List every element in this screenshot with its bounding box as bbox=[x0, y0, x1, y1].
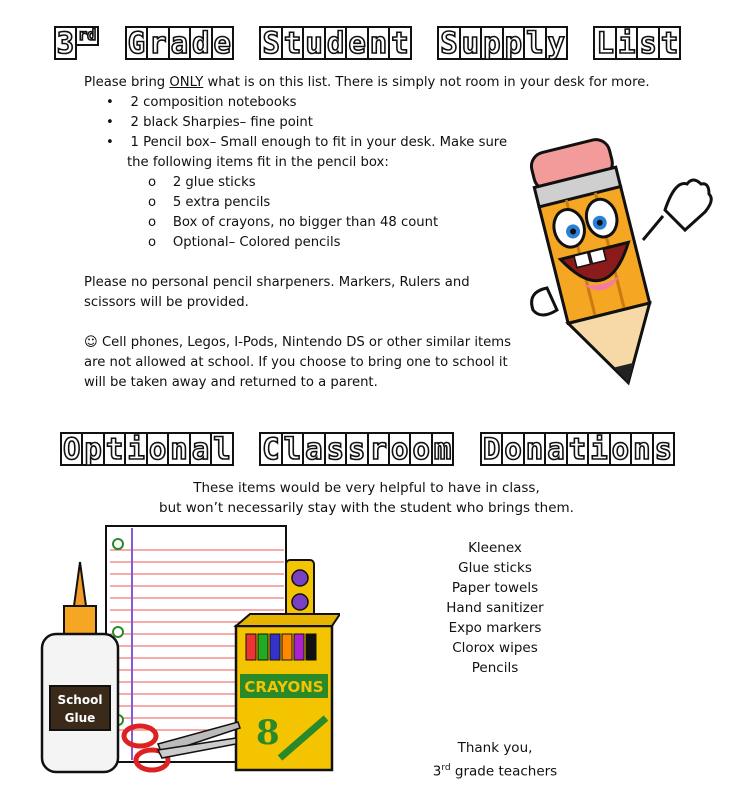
title-word: G r a d e bbox=[125, 26, 232, 60]
title-grade-suffix: rd bbox=[75, 26, 99, 46]
closing-signature: Thank you, 3rd grade teachers bbox=[432, 740, 558, 780]
title-word: O p t i o n a l bbox=[60, 432, 232, 466]
donation-item: Clorox wipes bbox=[452, 640, 538, 656]
title-word: D o n a t i o n s bbox=[480, 432, 673, 466]
pencil-box-item: o 2 glue sticks bbox=[148, 175, 256, 190]
crayon-brand-label: CRAYONS bbox=[244, 678, 324, 696]
supply-list-title bbox=[0, 26, 733, 60]
electronics-note: ☺ Cell phones, Legos, I-Pods, Nintendo DS or other similar items are not allowed at school. If you choose to bring one to school it will be taken away and returned to a parent. bbox=[84, 335, 512, 390]
pencil-box-item: o Optional– Colored pencils bbox=[148, 235, 341, 250]
intro-text: Please bring ONLY what is on this list. There is simply not room in your desk for more. bbox=[84, 75, 650, 90]
crayon-count-label: 8 bbox=[256, 713, 280, 753]
supply-item: • 2 black Sharpies– fine point bbox=[106, 115, 313, 130]
supply-item: • 2 composition notebooks bbox=[106, 95, 297, 110]
donation-item: Kleenex bbox=[468, 540, 522, 556]
donations-title bbox=[0, 432, 733, 466]
donation-intro: These items would be very helpful to have in class, but won’t necessarily stay with the student who brings them. bbox=[159, 480, 574, 516]
donation-item: Pencils bbox=[471, 660, 519, 676]
title-word: S u p p l y bbox=[437, 26, 566, 60]
title-word: L i s t bbox=[593, 26, 679, 60]
pencil-mascot-illustration bbox=[515, 120, 715, 390]
title-grade-number: 3 bbox=[54, 26, 77, 60]
supply-item: • 1 Pencil box– Small enough to fit in your desk. Make sure bbox=[106, 135, 508, 150]
glue-label-line1: School bbox=[57, 693, 103, 707]
glue-label-line2: Glue bbox=[64, 711, 96, 725]
donation-item: Hand sanitizer bbox=[446, 600, 544, 616]
intro-emphasis: ONLY bbox=[169, 75, 204, 90]
donation-list bbox=[395, 538, 595, 678]
sharpener-note: Please no personal pencil sharpeners. Markers, Rulers and scissors will be provided. bbox=[84, 275, 470, 310]
donation-item: Glue sticks bbox=[458, 560, 532, 576]
school-supplies-illustration bbox=[40, 522, 340, 778]
title-word: C l a s s r o o m bbox=[259, 432, 452, 466]
donation-item: Paper towels bbox=[451, 580, 539, 596]
pencil-box-item: o 5 extra pencils bbox=[148, 195, 271, 210]
donation-item: Expo markers bbox=[448, 620, 542, 636]
pencil-box-item: o Box of crayons, no bigger than 48 count bbox=[148, 215, 439, 230]
title-word: S t u d e n t bbox=[259, 26, 409, 60]
supply-item-continuation: the following items fit in the pencil box: bbox=[127, 155, 389, 170]
